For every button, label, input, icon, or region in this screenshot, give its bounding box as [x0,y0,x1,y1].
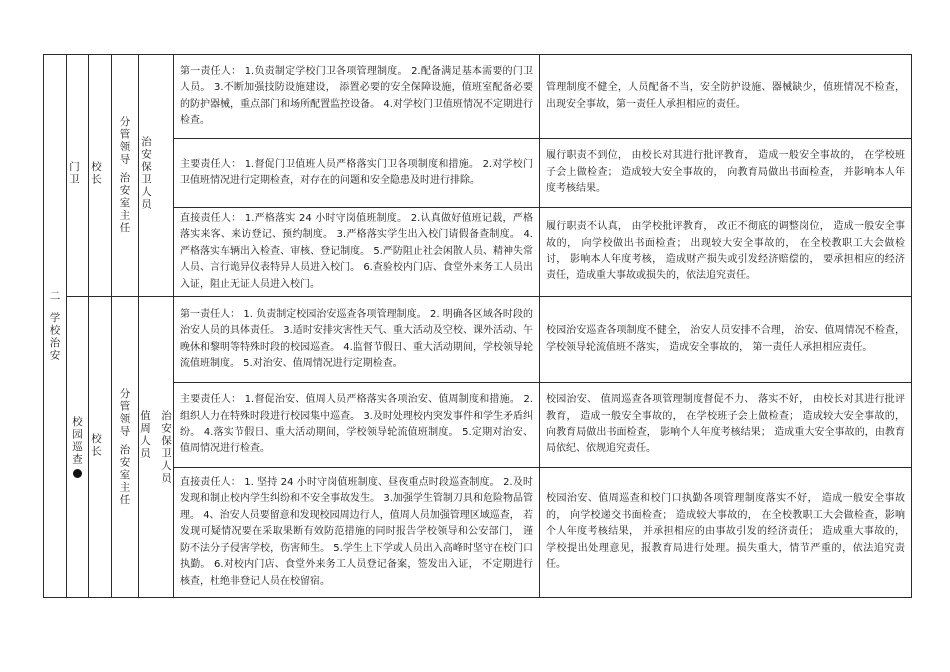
executor-label: 值周人员 [139,409,151,460]
group-name: 门卫 [68,161,80,186]
leader-label: 校长 [90,432,102,458]
accountability-cell [540,468,912,598]
manager-label: 分管领导 [118,116,131,167]
accountability-cell [540,55,912,139]
group-name-cell [67,55,89,297]
duty-text: 第一责任人： 1.负责制定学校门卫各项管理制度。 2.配备满足基本需要的门卫人员。 3.不断加强技防设施建设， 添置必要的安全保障设施，值班室配备必要的防护器械，重点部门和场所配置监控设备。 4.对学校门卫值班情况不定期进行检查。 [180,65,533,126]
manager-label: 治安室主任 [118,443,131,507]
duty-text: 直接责任人： 1. 坚持 24 小时守岗值班制度、昼夜重点时段巡查制度。 2.及时发现和制止校内学生纠纷和不安全事故发生。 3.加强学生管制刀具和危险物品管理。 4、治安人员要留意和发现校园周边行人，值周人员加强管理区域巡查， 若发现可疑情况要在采取果断有效防范措施的同时报告学校领导和公安部门， 谨防不法分子侵害学校，伤害师生。 5.学生上下学或人员出入高峰时坚守在校门口执勤。 6.对校内门店、食堂外来务工人员登记备案，签发出入证， 不定期进行核查，杜绝非登记人员在校留宿。 [180,477,533,587]
section-number: 二 [48,289,61,303]
accountability-text: 校园治安、值周巡查和校门口执勤各项管理制度落实不好， 造成一般安全事故的， 向学校递交书面检查； 造成较大事故的， 在全校教职工大会做检查，影响个人年度考核结果， 并承担相应的由事故引发的经济责任； 造成重大事故的， 学校提出处理意见，报教育局进行处理。损失重大，情节严重的，依法追究责任。 [546,493,905,571]
bullet-dot-icon [73,469,82,478]
manager-cell [112,297,139,598]
group-name-cell [67,297,89,598]
accountability-cell [540,139,912,208]
manager-label: 治安室主任 [118,172,131,235]
duty-cell [174,297,540,383]
table-row [44,468,912,598]
section-cell [44,55,67,598]
executor-cell [139,297,174,598]
manager-label: 分管领导 [118,387,131,438]
table-row [44,297,912,383]
duty-cell [174,468,540,598]
duty-text: 主要责任人： 1.督促治安、值周人员严格落实各项治安、值周制度和措施。 2.组织人力在特殊时段进行校园集中巡查。 3.及时处理校内突发事件和学生矛盾纠纷。 4.落实节假日、重大活动期间，学校领导轮流值班制度。 5.定期对治安、值周情况进行检查。 [180,394,533,455]
accountability-cell [540,208,912,297]
leader-cell [89,297,112,598]
accountability-text: 校园治安、 值周巡查各项管理制度督促不力、 落实不好， 由校长对其进行批评教育， 造成一般安全事故的， 在学校班子会上做检查； 造成较大安全事故的，向教育局做出书面检查， 影响个人年度考核结果； 造成重大安全事故的，由教育局依纪、依规追究责任。 [546,394,905,455]
accountability-text: 管理制度不健全，人员配备不当，安全防护设施、器械缺少，值班情况不检查，出现安全事故，第一责任人承担相应的责任。 [546,82,905,110]
executor-cell [139,55,174,297]
section-title: 学校治安 [48,312,61,363]
duty-cell [174,208,540,297]
duty-text: 直接责任人： 1.严格落实 24 小时守岗值班制度。 2.认真做好值班记载，严格落实来客、来访登记、预约制度。 3.严格落实学生出入校门请假备查制度。 4.严格落实车辆出入检查、审核、登记制度。 5.严防阻止社会闲散人员、精神失常人员、言行诡异仪表特异人员进入校门。 6.查验校内门店、食堂外来务工人员出入证，阻止无证人员进入校门。 [180,212,533,290]
responsibility-table-document [43,54,911,597]
executor-label: 治安保卫人员 [140,136,152,211]
duty-cell [174,55,540,139]
table-row [44,208,912,297]
leader-cell [89,55,112,297]
accountability-text: 履行职责不认真， 由学校批评教育， 改正不彻底的调整岗位， 造成一般安全事故的， 向学校做出书面检查； 出现较大安全事故的， 在全校教职工大会做检讨， 影响本人年度考核， 造成财产损失或引发经济赔偿的， 要承担相应的经济责任，造成重大事故或损失的，依法追究责任。 [546,221,905,282]
manager-cell [112,55,139,297]
leader-label: 校长 [90,161,102,186]
executor-label: 治安保卫人员 [160,409,172,485]
table-row [44,139,912,208]
accountability-cell [540,297,912,383]
group-name: 校园巡查 [71,416,83,466]
duty-text: 第一责任人： 1. 负责制定校园治安巡查各项管理制度。 2. 明确各区域各时段的治安人员的具体责任。 3.适时安排灾害性天气、重大活动及空校、课外活动、午晚休和黎明等特殊时段的校园巡查。 4.监督节假日、重大活动期间，学校领导轮流值班制度。 5.对治安、值周情况进行定期检查。 [180,308,533,369]
duty-cell [174,139,540,208]
table-row [44,55,912,139]
responsibility-table [43,54,912,598]
accountability-text: 校园治安巡查各项制度不健全， 治安人员安排不合理， 治安、值周情况不检查， 学校领导轮流值班不落实， 造成安全事故的， 第一责任人承担相应责任。 [546,325,905,353]
accountability-cell [540,383,912,468]
duty-text: 主要责任人： 1.督促门卫值班人员严格落实门卫各项制度和措施。 2.对学校门卫值班情况进行定期检查，对存在的问题和安全隐患及时进行排除。 [180,158,533,186]
accountability-text: 履行职责不到位， 由校长对其进行批评教育， 造成一般安全事故的， 在学校班子会上做检查； 造成较大安全事故的， 向教育局做出书面检查， 并影响本人年度考核结果。 [546,150,905,195]
duty-cell [174,383,540,468]
